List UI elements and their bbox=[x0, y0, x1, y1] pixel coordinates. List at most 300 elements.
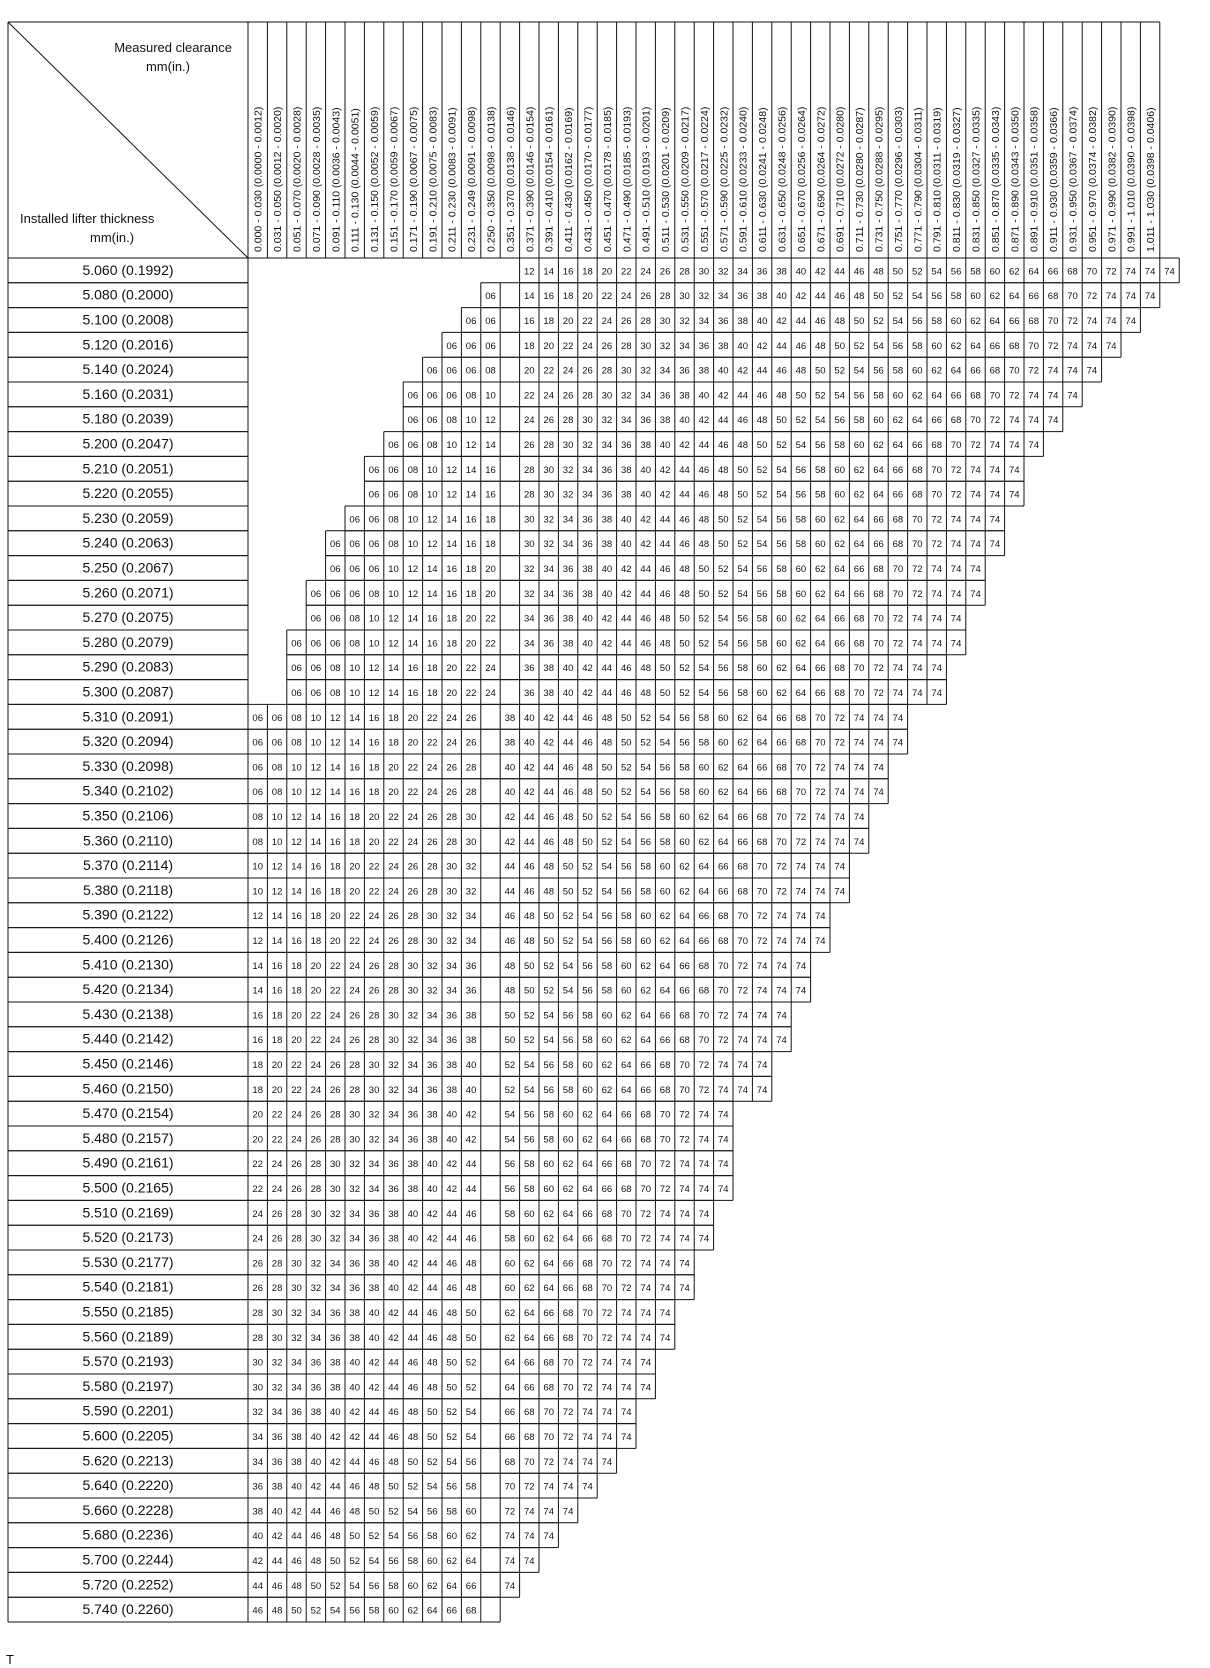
table-cell: 06 bbox=[310, 613, 322, 625]
table-cell: 74 bbox=[931, 588, 942, 600]
table-cell: 60 bbox=[524, 1208, 535, 1220]
table-cell: 66 bbox=[853, 588, 865, 600]
table-cell: 44 bbox=[679, 489, 690, 501]
table-cell: 64 bbox=[989, 315, 1001, 327]
table-cell: 10 bbox=[349, 687, 360, 699]
table-cell: 34 bbox=[446, 985, 457, 997]
table-cell: 46 bbox=[659, 588, 671, 600]
table-cell: 36 bbox=[465, 985, 477, 997]
table-cell: 74 bbox=[718, 1134, 729, 1146]
column-header: 0.091 - 0.110 (0.0036 - 0.0043) bbox=[330, 107, 343, 252]
table-cell: 74 bbox=[621, 1332, 632, 1344]
table-cell: 24 bbox=[524, 415, 535, 427]
table-cell: 46 bbox=[427, 1332, 438, 1344]
table-cell: 26 bbox=[427, 836, 438, 848]
table-cell: 58 bbox=[446, 1506, 457, 1518]
column-header: 0.491 - 0.510 (0.0193 - 0.0201) bbox=[640, 106, 653, 252]
table-cell: 72 bbox=[776, 886, 787, 898]
table-cell: 28 bbox=[291, 1208, 302, 1220]
footer-mark: T bbox=[6, 1652, 14, 1667]
table-cell: 08 bbox=[330, 687, 341, 699]
table-cell: 66 bbox=[756, 762, 768, 774]
table-cell: 46 bbox=[388, 1431, 399, 1443]
table-cell: 36 bbox=[524, 663, 535, 675]
table-cell: 32 bbox=[524, 563, 535, 575]
table-cell: 46 bbox=[640, 613, 651, 625]
table-cell: 48 bbox=[718, 489, 729, 501]
row-label: 5.230 (0.2059) bbox=[82, 509, 174, 526]
table-cell: 46 bbox=[853, 266, 865, 278]
table-cell: 38 bbox=[582, 588, 593, 600]
table-cell: 16 bbox=[368, 712, 380, 724]
table-cell: 38 bbox=[562, 613, 574, 625]
table-cell: 06 bbox=[271, 737, 283, 749]
table-cell: 68 bbox=[718, 911, 729, 923]
row-label: 5.380 (0.2118) bbox=[82, 881, 174, 898]
table-cell: 10 bbox=[271, 811, 283, 823]
table-cell: 54 bbox=[446, 1456, 457, 1468]
table-cell: 74 bbox=[640, 1332, 651, 1344]
table-cell: 32 bbox=[601, 415, 613, 427]
table-cell: 42 bbox=[698, 415, 710, 427]
table-cell: 24 bbox=[582, 340, 593, 352]
table-cell: 30 bbox=[252, 1357, 263, 1369]
table-cell: 64 bbox=[834, 588, 845, 600]
table-cell: 32 bbox=[291, 1332, 302, 1344]
table-cell: 30 bbox=[368, 1084, 380, 1096]
table-cell: 74 bbox=[912, 663, 923, 675]
table-cell: 66 bbox=[504, 1431, 516, 1443]
table-cell: 46 bbox=[562, 762, 574, 774]
table-cell: 60 bbox=[543, 1183, 554, 1195]
table-cell: 24 bbox=[388, 861, 399, 873]
table-cell: 64 bbox=[737, 762, 748, 774]
column-header: 0.051 - 0.070 (0.0020 - 0.0028) bbox=[291, 106, 304, 252]
table-cell: 32 bbox=[427, 960, 438, 972]
table-cell: 40 bbox=[776, 291, 787, 303]
table-cell: 56 bbox=[524, 1109, 535, 1121]
table-cell: 56 bbox=[873, 365, 884, 377]
table-cell: 26 bbox=[446, 762, 457, 774]
row-label: 5.270 (0.2075) bbox=[82, 609, 174, 626]
table-cell: 62 bbox=[621, 1035, 632, 1047]
table-cell: 70 bbox=[776, 811, 787, 823]
table-cell: 74 bbox=[873, 712, 884, 724]
table-cell: 58 bbox=[950, 291, 962, 303]
table-cell: 58 bbox=[970, 266, 981, 278]
table-cell: 38 bbox=[601, 514, 613, 526]
table-cell: 42 bbox=[349, 1407, 360, 1419]
table-cell: 74 bbox=[562, 1456, 574, 1468]
row-label: 5.680 (0.2236) bbox=[82, 1526, 174, 1543]
column-header: 0.351 - 0.370 (0.0138 - 0.0146) bbox=[504, 106, 517, 252]
table-cell: 18 bbox=[271, 1035, 283, 1047]
table-cell: 74 bbox=[582, 1481, 593, 1493]
table-cell: 06 bbox=[310, 687, 322, 699]
table-cell: 48 bbox=[291, 1580, 302, 1592]
table-cell: 58 bbox=[659, 836, 671, 848]
table-cell: 22 bbox=[485, 638, 496, 650]
table-cell: 16 bbox=[310, 886, 322, 898]
table-cell: 34 bbox=[446, 960, 457, 972]
table-cell: 40 bbox=[524, 712, 535, 724]
table-cell: 62 bbox=[776, 663, 787, 675]
table-cell: 40 bbox=[407, 1208, 419, 1220]
table-cell: 60 bbox=[679, 811, 690, 823]
table-cell: 06 bbox=[368, 464, 380, 476]
table-cell: 14 bbox=[543, 266, 554, 278]
table-cell: 74 bbox=[718, 1059, 729, 1071]
table-cell: 34 bbox=[330, 1258, 341, 1270]
table-cell: 52 bbox=[640, 712, 651, 724]
table-cell: 52 bbox=[698, 638, 710, 650]
column-header: 0.891 - 0.910 (0.0351 - 0.0358) bbox=[1028, 106, 1041, 252]
table-cell: 06 bbox=[368, 539, 380, 551]
table-cell: 52 bbox=[679, 663, 690, 675]
table-cell: 64 bbox=[601, 1109, 613, 1121]
table-cell: 12 bbox=[310, 787, 322, 799]
table-cell: 60 bbox=[815, 514, 826, 526]
table-cell: 74 bbox=[795, 911, 807, 923]
table-cell: 36 bbox=[252, 1481, 263, 1493]
table-cell: 32 bbox=[310, 1283, 322, 1295]
table-cell: 36 bbox=[271, 1431, 283, 1443]
table-cell: 18 bbox=[446, 638, 457, 650]
table-cell: 74 bbox=[853, 737, 865, 749]
table-cell: 34 bbox=[679, 340, 690, 352]
table-cell: 36 bbox=[737, 291, 748, 303]
table-cell: 68 bbox=[679, 1010, 690, 1022]
table-cell: 30 bbox=[310, 1233, 322, 1245]
table-cell: 52 bbox=[446, 1431, 457, 1443]
row-label: 5.660 (0.2228) bbox=[82, 1501, 174, 1518]
table-cell: 62 bbox=[679, 886, 690, 898]
table-cell: 12 bbox=[446, 464, 457, 476]
table-cell: 46 bbox=[756, 390, 768, 402]
table-cell: 62 bbox=[659, 935, 671, 947]
table-cell: 32 bbox=[427, 985, 438, 997]
table-cell: 14 bbox=[291, 886, 302, 898]
table-cell: 68 bbox=[504, 1456, 516, 1468]
table-cell: 58 bbox=[698, 712, 710, 724]
table-cell: 12 bbox=[407, 588, 419, 600]
table-cell: 74 bbox=[834, 787, 845, 799]
table-cell: 06 bbox=[388, 489, 399, 501]
table-cell: 50 bbox=[582, 811, 593, 823]
table-cell: 26 bbox=[465, 737, 477, 749]
table-cell: 74 bbox=[912, 687, 923, 699]
table-cell: 18 bbox=[330, 886, 341, 898]
table-cell: 28 bbox=[271, 1283, 283, 1295]
table-cell: 38 bbox=[465, 1010, 477, 1022]
table-cell: 32 bbox=[330, 1208, 341, 1220]
table-cell: 70 bbox=[737, 911, 748, 923]
table-cell: 22 bbox=[407, 787, 419, 799]
table-cell: 62 bbox=[989, 291, 1001, 303]
table-cell: 74 bbox=[756, 1010, 768, 1022]
table-cell: 50 bbox=[465, 1332, 477, 1344]
table-cell: 28 bbox=[407, 911, 419, 923]
table-cell: 58 bbox=[543, 1109, 554, 1121]
table-cell: 46 bbox=[504, 935, 516, 947]
table-cell: 48 bbox=[756, 415, 768, 427]
table-cell: 60 bbox=[504, 1283, 516, 1295]
table-cell: 56 bbox=[853, 390, 865, 402]
table-cell: 34 bbox=[388, 1109, 399, 1121]
table-cell: 38 bbox=[621, 489, 632, 501]
table-cell: 58 bbox=[795, 514, 807, 526]
table-cell: 44 bbox=[291, 1531, 302, 1543]
table-cell: 64 bbox=[601, 1134, 613, 1146]
table-cell: 32 bbox=[446, 911, 457, 923]
table-cell: 68 bbox=[524, 1407, 535, 1419]
table-cell: 06 bbox=[330, 539, 341, 551]
table-cell: 62 bbox=[815, 563, 826, 575]
table-cell: 72 bbox=[1028, 365, 1039, 377]
table-cell: 22 bbox=[388, 836, 399, 848]
table-cell: 62 bbox=[679, 861, 690, 873]
table-cell: 26 bbox=[252, 1283, 263, 1295]
table-cell: 60 bbox=[834, 464, 845, 476]
table-cell: 24 bbox=[252, 1233, 263, 1245]
table-cell: 68 bbox=[776, 762, 787, 774]
table-cell: 60 bbox=[756, 687, 768, 699]
table-cell: 68 bbox=[912, 489, 923, 501]
table-cell: 48 bbox=[718, 464, 729, 476]
table-cell: 46 bbox=[679, 514, 690, 526]
table-cell: 32 bbox=[407, 1035, 419, 1047]
table-cell: 52 bbox=[368, 1531, 380, 1543]
table-cell: 70 bbox=[524, 1456, 535, 1468]
table-cell: 30 bbox=[407, 960, 419, 972]
table-cell: 62 bbox=[892, 415, 904, 427]
table-cell: 22 bbox=[271, 1134, 283, 1146]
table-cell: 22 bbox=[621, 266, 632, 278]
table-cell: 40 bbox=[388, 1283, 399, 1295]
table-cell: 70 bbox=[931, 489, 942, 501]
row-label: 5.480 (0.2157) bbox=[82, 1129, 174, 1146]
table-cell: 62 bbox=[524, 1258, 535, 1270]
row-label: 5.160 (0.2031) bbox=[82, 385, 174, 402]
table-cell: 56 bbox=[543, 1084, 554, 1096]
table-cell: 72 bbox=[931, 514, 942, 526]
table-cell: 46 bbox=[621, 663, 632, 675]
table-cell: 54 bbox=[504, 1134, 516, 1146]
table-cell: 62 bbox=[659, 911, 671, 923]
table-cell: 62 bbox=[737, 737, 748, 749]
table-cell: 54 bbox=[834, 390, 845, 402]
table-cell: 34 bbox=[621, 415, 632, 427]
table-cell: 54 bbox=[873, 340, 884, 352]
table-cell: 14 bbox=[427, 588, 438, 600]
table-cell: 74 bbox=[931, 638, 942, 650]
table-cell: 40 bbox=[582, 638, 593, 650]
table-cell: 20 bbox=[407, 737, 419, 749]
table-cell: 72 bbox=[718, 1035, 729, 1047]
table-cell: 48 bbox=[601, 737, 613, 749]
table-cell: 72 bbox=[1086, 291, 1098, 303]
table-cell: 74 bbox=[718, 1159, 729, 1171]
table-cell: 22 bbox=[368, 886, 380, 898]
table-cell: 74 bbox=[679, 1159, 690, 1171]
table-cell: 26 bbox=[252, 1258, 263, 1270]
table-cell: 60 bbox=[912, 365, 923, 377]
table-cell: 68 bbox=[621, 1159, 632, 1171]
table-cell: 12 bbox=[427, 514, 438, 526]
table-cell: 38 bbox=[388, 1208, 399, 1220]
table-cell: 46 bbox=[446, 1283, 457, 1295]
table-cell: 54 bbox=[698, 663, 710, 675]
table-cell: 72 bbox=[931, 539, 942, 551]
table-cell: 42 bbox=[621, 588, 632, 600]
row-label: 5.350 (0.2106) bbox=[82, 807, 174, 824]
table-cell: 16 bbox=[252, 1035, 263, 1047]
row-label: 5.510 (0.2169) bbox=[82, 1204, 174, 1221]
table-cell: 20 bbox=[271, 1084, 283, 1096]
table-cell: 68 bbox=[640, 1109, 651, 1121]
table-cell: 66 bbox=[582, 1233, 593, 1245]
table-cell: 08 bbox=[407, 464, 419, 476]
table-cell: 42 bbox=[446, 1159, 457, 1171]
table-cell: 32 bbox=[407, 1010, 419, 1022]
table-cell: 62 bbox=[912, 390, 923, 402]
table-cell: 52 bbox=[679, 687, 690, 699]
table-cell: 74 bbox=[873, 737, 884, 749]
table-cell: 20 bbox=[543, 340, 554, 352]
table-cell: 50 bbox=[718, 514, 729, 526]
table-cell: 10 bbox=[407, 514, 419, 526]
table-cell: 66 bbox=[446, 1605, 457, 1617]
column-header: 0.431 - 0.450 (0.0170 - 0.0177) bbox=[582, 106, 595, 252]
table-cell: 52 bbox=[310, 1605, 322, 1617]
table-cell: 46 bbox=[446, 1258, 457, 1270]
table-cell: 06 bbox=[446, 340, 457, 352]
table-cell: 66 bbox=[912, 439, 923, 451]
table-cell: 32 bbox=[310, 1258, 322, 1270]
table-cell: 62 bbox=[853, 464, 865, 476]
table-cell: 74 bbox=[989, 439, 1001, 451]
table-cell: 70 bbox=[912, 514, 923, 526]
table-cell: 50 bbox=[873, 291, 884, 303]
table-cell: 68 bbox=[873, 588, 884, 600]
table-cell: 70 bbox=[640, 1159, 651, 1171]
column-header: 0.971 - 0.990 (0.0382 - 0.0390) bbox=[1106, 106, 1119, 252]
table-cell: 58 bbox=[931, 315, 942, 327]
table-cell: 44 bbox=[349, 1456, 360, 1468]
table-cell: 08 bbox=[388, 539, 399, 551]
table-cell: 26 bbox=[388, 911, 399, 923]
table-cell: 26 bbox=[271, 1208, 283, 1220]
table-cell: 52 bbox=[388, 1506, 399, 1518]
table-cell: 36 bbox=[562, 588, 574, 600]
table-cell: 64 bbox=[698, 861, 710, 873]
table-cell: 40 bbox=[562, 663, 574, 675]
table-cell: 42 bbox=[543, 737, 554, 749]
table-cell: 64 bbox=[756, 712, 768, 724]
table-cell: 48 bbox=[679, 563, 690, 575]
table-cell: 74 bbox=[621, 1431, 632, 1443]
table-cell: 32 bbox=[349, 1159, 360, 1171]
column-header: 0.711 - 0.730 (0.0280 - 0.0287) bbox=[854, 107, 867, 252]
row-label: 5.540 (0.2181) bbox=[82, 1278, 174, 1295]
table-cell: 16 bbox=[427, 613, 438, 625]
table-cell: 52 bbox=[737, 514, 748, 526]
table-cell: 20 bbox=[562, 315, 574, 327]
table-cell: 06 bbox=[446, 365, 457, 377]
table-cell: 16 bbox=[330, 811, 341, 823]
row-label: 5.560 (0.2189) bbox=[82, 1328, 174, 1345]
table-cell: 42 bbox=[524, 787, 535, 799]
table-cell: 36 bbox=[601, 464, 613, 476]
table-cell: 26 bbox=[562, 390, 574, 402]
table-cell: 62 bbox=[640, 985, 651, 997]
table-cell: 50 bbox=[698, 563, 710, 575]
table-cell: 40 bbox=[698, 390, 710, 402]
table-cell: 20 bbox=[310, 985, 322, 997]
table-cell: 20 bbox=[291, 1035, 302, 1047]
table-cell: 08 bbox=[388, 514, 399, 526]
table-cell: 70 bbox=[621, 1233, 632, 1245]
table-cell: 18 bbox=[330, 861, 341, 873]
table-cell: 14 bbox=[271, 911, 283, 923]
table-cell: 64 bbox=[853, 514, 865, 526]
table-cell: 72 bbox=[562, 1431, 574, 1443]
table-cell: 52 bbox=[465, 1357, 477, 1369]
table-cell: 40 bbox=[446, 1109, 457, 1121]
table-cell: 58 bbox=[524, 1183, 535, 1195]
table-cell: 06 bbox=[427, 390, 438, 402]
table-cell: 72 bbox=[679, 1109, 690, 1121]
table-cell: 74 bbox=[795, 985, 807, 997]
table-cell: 48 bbox=[504, 985, 516, 997]
table-cell: 30 bbox=[446, 861, 457, 873]
table-cell: 52 bbox=[349, 1555, 360, 1567]
table-cell: 42 bbox=[407, 1283, 419, 1295]
table-cell: 70 bbox=[679, 1059, 690, 1071]
table-cell: 40 bbox=[407, 1233, 419, 1245]
table-cell: 50 bbox=[621, 712, 632, 724]
table-cell: 60 bbox=[582, 1084, 593, 1096]
table-cell: 24 bbox=[543, 390, 554, 402]
table-cell: 54 bbox=[524, 1059, 535, 1071]
table-cell: 22 bbox=[407, 762, 419, 774]
table-cell: 06 bbox=[252, 787, 263, 799]
column-header: 0.691 - 0.710 (0.0272 - 0.0280) bbox=[834, 106, 847, 252]
table-cell: 74 bbox=[659, 1233, 671, 1245]
table-cell: 64 bbox=[931, 390, 942, 402]
table-cell: 40 bbox=[368, 1307, 380, 1319]
table-cell: 64 bbox=[873, 464, 884, 476]
table-cell: 30 bbox=[524, 514, 535, 526]
table-cell: 36 bbox=[388, 1183, 399, 1195]
table-cell: 62 bbox=[970, 315, 981, 327]
table-cell: 42 bbox=[388, 1332, 399, 1344]
table-cell: 66 bbox=[465, 1580, 477, 1592]
table-cell: 10 bbox=[485, 390, 496, 402]
table-cell: 60 bbox=[659, 861, 671, 873]
row-label: 5.370 (0.2114) bbox=[82, 857, 174, 874]
table-cell: 16 bbox=[524, 315, 535, 327]
table-cell: 68 bbox=[465, 1605, 477, 1617]
table-cell: 58 bbox=[815, 464, 826, 476]
table-cell: 74 bbox=[853, 811, 865, 823]
table-cell: 50 bbox=[504, 1035, 516, 1047]
table-cell: 72 bbox=[756, 935, 768, 947]
table-cell: 66 bbox=[989, 340, 1001, 352]
table-cell: 28 bbox=[252, 1307, 263, 1319]
table-cell: 66 bbox=[524, 1382, 535, 1394]
table-cell: 22 bbox=[368, 861, 380, 873]
